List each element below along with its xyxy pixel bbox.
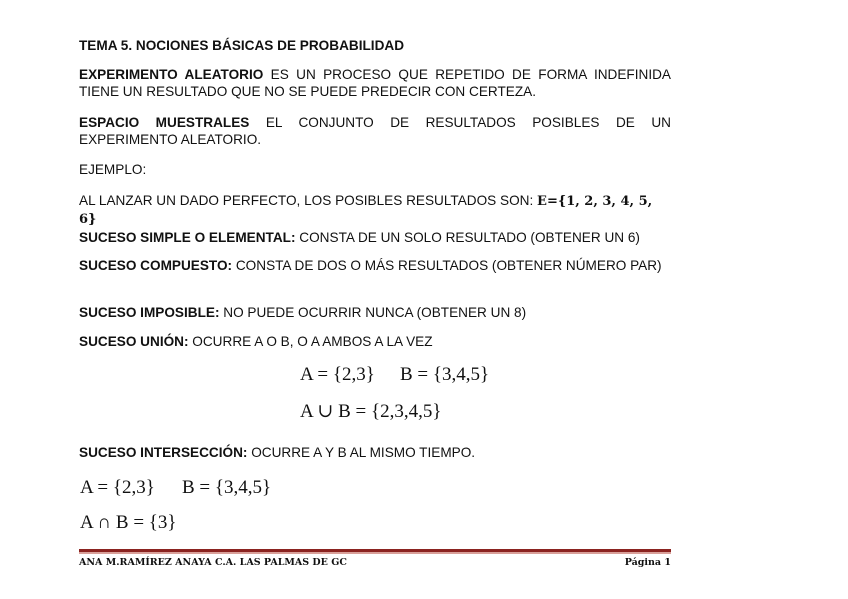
- paragraph-experimento: [79, 66, 671, 100]
- interseccion-result: A ∩ B = {3}: [80, 512, 177, 533]
- footer-page-number: Página 1: [624, 557, 671, 568]
- paragraph-imposible: [79, 304, 671, 321]
- text-simple: CONSTA DE UN SOLO RESULTADO (OBTENER UN 6): [295, 230, 640, 245]
- union-result: A ∪ B = {2,3,4,5}: [300, 401, 442, 422]
- text-interseccion: OCURRE A Y B AL MISMO TIEMPO.: [247, 445, 476, 460]
- text-imposible: NO PUEDE OCURRIR NUNCA (OBTENER UN 8): [219, 305, 527, 320]
- term-union: SUCESO UNIÓN:: [79, 334, 189, 349]
- term-simple: SUCESO SIMPLE O ELEMENTAL:: [79, 230, 296, 245]
- interseccion-set-a: A = {2,3}: [80, 477, 155, 498]
- paragraph-dado: [79, 192, 671, 228]
- paragraph-interseccion: [79, 444, 671, 461]
- paragraph-compuesto: [79, 257, 671, 274]
- text-union: OCURRE A O B, O A AMBOS A LA VEZ: [188, 334, 433, 349]
- union-set-a: A = {2,3}: [300, 364, 375, 385]
- term-compuesto: SUCESO COMPUESTO:: [79, 258, 233, 273]
- term-espacio: ESPACIO MUESTRALES: [79, 115, 250, 130]
- text-experimento: ES UN PROCESO QUE REPETIDO DE FORMA INDEFINIDA TIENE UN RESULTADO QUE NO SE PUEDE PREDECIR CON CERTEZA.: [79, 67, 671, 99]
- footer-rule: [79, 549, 671, 552]
- ejemplo-label: EJEMPLO:: [79, 162, 147, 177]
- paragraph-simple: [79, 229, 671, 246]
- text-compuesto: CONSTA DE DOS O MÁS RESULTADOS (OBTENER NÚMERO PAR): [232, 258, 662, 273]
- paragraph-union: [79, 333, 671, 350]
- footer-author: ANA M.RAMÍREZ ANAYA C.A. LAS PALMAS DE GC: [79, 557, 347, 568]
- interseccion-set-b: B = {3,4,5}: [182, 477, 272, 498]
- paragraph-espacio: [79, 114, 671, 148]
- text-dado: AL LANZAR UN DADO PERFECTO, LOS POSIBLES RESULTADOS SON:: [79, 193, 538, 208]
- page-title: TEMA 5. NOCIONES BÁSICAS DE PROBABILIDAD: [79, 38, 405, 53]
- term-experimento: EXPERIMENTO ALEATORIO: [79, 67, 264, 82]
- term-imposible: SUCESO IMPOSIBLE:: [79, 305, 220, 320]
- term-interseccion: SUCESO INTERSECCIÓN:: [79, 445, 248, 460]
- union-set-b: B = {3,4,5}: [400, 364, 490, 385]
- text-espacio: EL CONJUNTO DE RESULTADOS POSIBLES DE UN EXPERIMENTO ALEATORIO.: [79, 115, 671, 147]
- set-e: E={1, 2, 3, 4, 5, 6}: [79, 194, 653, 227]
